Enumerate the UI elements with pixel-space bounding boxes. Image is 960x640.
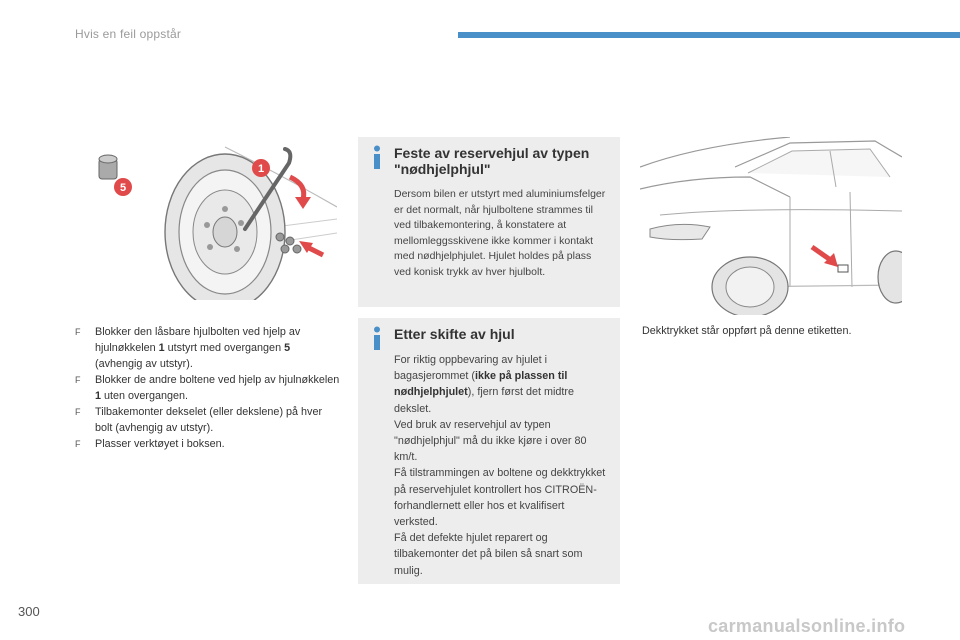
box-text-part: Ved bruk av reservehjul av typen "nødhjelphjul" må du ikke kjøre i over 80 km/t.: [394, 418, 587, 464]
bullet-ref: 1: [158, 342, 165, 354]
car-label-illustration: [640, 137, 902, 315]
info-box-after-change: [358, 318, 620, 584]
box-text-part: ), fjern først det midtre dekslet.: [394, 386, 574, 415]
box-text-part: For riktig oppbevaring av hjulet i bagasjerommet (: [394, 354, 548, 383]
list-item: [75, 436, 340, 452]
list-item: [75, 404, 340, 436]
bullet-mark: F: [75, 439, 81, 449]
box-title: Etter skifte av hjul: [394, 326, 515, 342]
box-text: [394, 352, 608, 579]
wheel-bolt-illustration: [75, 137, 337, 300]
section-title: Hvis en feil oppstår: [75, 27, 182, 41]
marker-5-label: 5: [119, 182, 127, 194]
info-icon: [370, 145, 384, 169]
bullet-text: Plasser verktøyet i boksen.: [95, 438, 225, 450]
list-item: [75, 372, 340, 404]
bullet-text: uten overgangen.: [101, 390, 189, 402]
page-number: 300: [18, 604, 40, 619]
label-caption: Dekktrykket står oppført på denne etiketten.: [642, 325, 852, 337]
info-box-spare-wheel: [358, 137, 620, 307]
bullet-text: utstyrt med overgangen: [164, 342, 285, 354]
bullet-text: Tilbakemonter dekselet (eller dekslene) på hver bolt (avhengig av utstyr).: [95, 406, 323, 434]
info-icon: [370, 326, 384, 350]
header-accent-bar: [458, 32, 960, 38]
marker-1-label: 1: [257, 163, 265, 175]
list-item: [75, 324, 340, 372]
box-text-part: Få det defekte hjulet reparert og tilbakemonter det på bilen så snart som mulig.: [394, 532, 583, 577]
watermark: carmanualsonline.info: [708, 616, 906, 636]
box-text-part: Få tilstrammingen av boltene og dekktrykket på reservehjulet kontrollert hos CITROËN-forhandlernett eller hos et kvalifisert verksted.: [394, 467, 606, 529]
bullet-mark: F: [75, 327, 81, 337]
bullet-ref: 1: [95, 390, 102, 402]
instruction-list: [75, 324, 340, 452]
bullet-mark: F: [75, 407, 81, 417]
bullet-ref: 5: [284, 342, 291, 354]
bullet-text: Blokker de andre boltene ved hjelp av hjulnøkkelen: [95, 374, 340, 386]
bullet-text: Blokker den låsbare hjulbolten ved hjelp av hjulnøkkelen: [95, 326, 301, 354]
box-title: Feste av reservehjul av typen "nødhjelphjul": [394, 145, 590, 177]
box-text-emphasis: ikke på plassen til nødhjelphjulet: [394, 370, 568, 399]
box-text: Dersom bilen er utstyrt med aluminiumsfelger er det normalt, når hjulboltene strammes til ved tilbakemontering, å konstatere at mellomleggsskivene ikke kommer i kontakt med nødhjelphjulet. Hjulet holdes på plass ved konisk trykk av hver hjulbolt.: [394, 188, 606, 278]
bullet-mark: F: [75, 375, 81, 385]
bullet-text: (avhengig av utstyr).: [95, 358, 193, 370]
